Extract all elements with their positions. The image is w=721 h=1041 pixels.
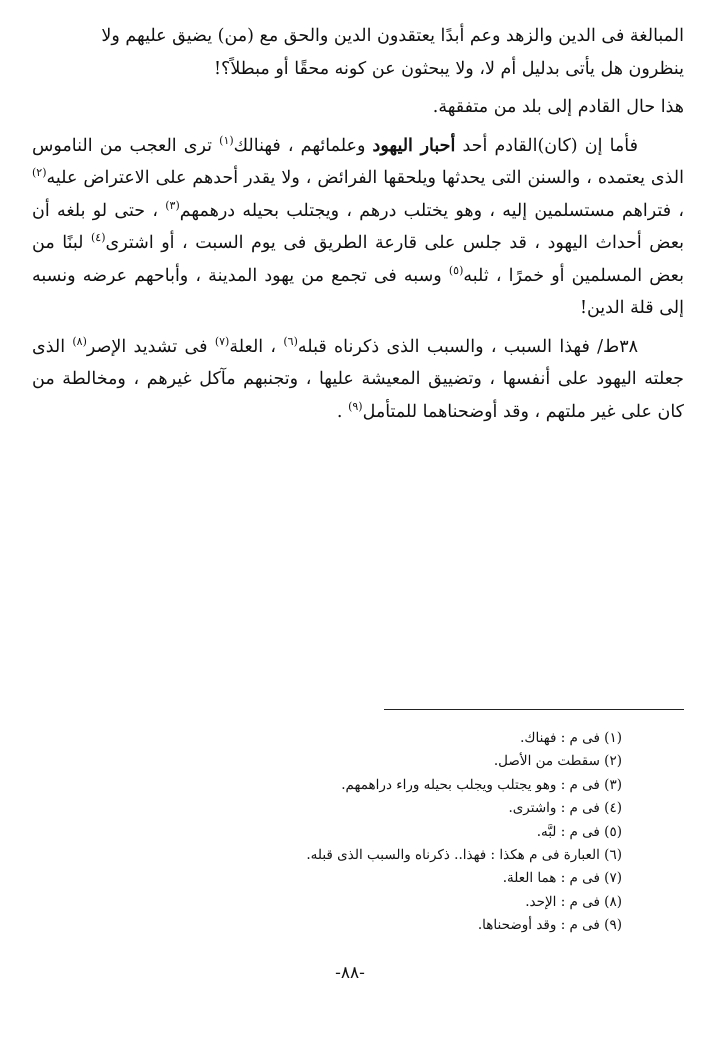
paragraph-1-line-1: المبالغة فى الدين والزهد وعم أبدًا يعتقدون الدين والحق مع (من) يضيق عليهم ولا xyxy=(101,26,684,46)
footnote-ref-3: (٣) xyxy=(165,198,180,212)
paragraph-3 xyxy=(32,130,684,325)
paragraph-4-text-3: فى تشديد الإصر xyxy=(86,336,215,357)
footnote-item: (٢) سقطت من الأصل. xyxy=(493,753,622,770)
footnotes-list xyxy=(200,727,622,938)
paragraph-3-text-1: فأما إن (كان)القادم أحد xyxy=(455,135,638,156)
paragraph-3-text-3: ترى العجب من الناموس الذى يعتمده ، والسنن التى يحدثها ويلحقها الفرائض ، ولا يقدر أحدهم على الاعتراض عليه xyxy=(32,135,684,188)
paragraph-3-bold-term: أحبار اليهود xyxy=(372,135,456,156)
paragraph-3-text-5: ، حتى لو بلغه أن بعض أحداث اليهود ، قد جلس على قارعة الطريق فى يوم السبت ، أو اشترى xyxy=(32,200,685,253)
paragraph-4-text-5: . xyxy=(336,401,349,422)
footnote-item: (٣) فى م : وهو يجتلب ويجلب بحيله وراء دراهمهم. xyxy=(341,776,622,793)
paragraph-4-text-4: الذى جعلته اليهود على أنفسها ، وتضييق المعيشة عليها ، وتجنبهم مآكل غيرهم ، ومخالطة من كان على غير ملتهم ، وقد أوضحناهما للمتأمل xyxy=(32,336,684,422)
paragraph-2-line-1: هذا حال القادم إلى بلد من متفقهة. xyxy=(432,97,684,117)
paragraph-1 xyxy=(32,20,684,85)
paragraph-4-text-1: ٣٨ط/ فهذا السبب ، والسبب الذى ذكرناه قبله xyxy=(297,336,638,357)
footnote-ref-4: (٤) xyxy=(91,231,106,245)
page-number: -٨٨- xyxy=(335,963,365,983)
footnote-ref-7: (٧) xyxy=(214,334,230,348)
footnote-item: (٨) فى م : الإحد. xyxy=(525,893,622,910)
footnote-item: (٦) العبارة فى م هكذا : فهذا.. ذكرناه والسبب الذى قبله. xyxy=(306,847,622,864)
footnote-divider xyxy=(384,709,684,710)
paragraph-1-line-2: ينظرون هل يأتى بدليل أم لا، ولا يبحثون عن كونه محقًا أو مبطلاً؟! xyxy=(214,58,684,79)
footnote-ref-1: (١) xyxy=(219,133,234,147)
paragraph-4 xyxy=(32,331,684,429)
paragraph-3-text-6: لبنًا من بعض المسلمين أو خمرًا ، ثلبه xyxy=(32,233,684,286)
paragraph-3-text-7: وسبه فى تجمع من يهود المدينة ، وأباحهم عرضه ونسبه إلى قلة الدين! xyxy=(32,265,684,318)
footnote-item: (٥) فى م : لبَّه. xyxy=(536,823,622,840)
footnote-ref-6: (٦) xyxy=(283,334,298,348)
paragraph-2 xyxy=(32,91,684,124)
paragraph-3-text-4: ، فتراهم مستسلمين إليه ، وهو يختلب درهم ، ويجتلب بحيله درهمهم xyxy=(179,200,684,221)
paragraph-3-text-2: وعلمائهم ، فهنالك xyxy=(233,135,373,156)
footnote-item: (٧) فى م : هما العلة. xyxy=(502,870,622,887)
footnote-ref-2: (٢) xyxy=(32,166,47,180)
footnote-ref-5: (٥) xyxy=(448,263,464,277)
footnote-ref-9: (٩) xyxy=(348,399,363,413)
footnote-ref-8: (٨) xyxy=(72,334,87,348)
footnote-item: (٩) فى م : وقد أوضحناها. xyxy=(477,917,622,934)
footnote-item: (٤) فى م : واشترى. xyxy=(508,800,622,817)
paragraph-4-text-2: ، العلة xyxy=(229,336,284,357)
main-text xyxy=(32,20,684,428)
footnote-item: (١) فى م : فهناك. xyxy=(520,730,622,746)
